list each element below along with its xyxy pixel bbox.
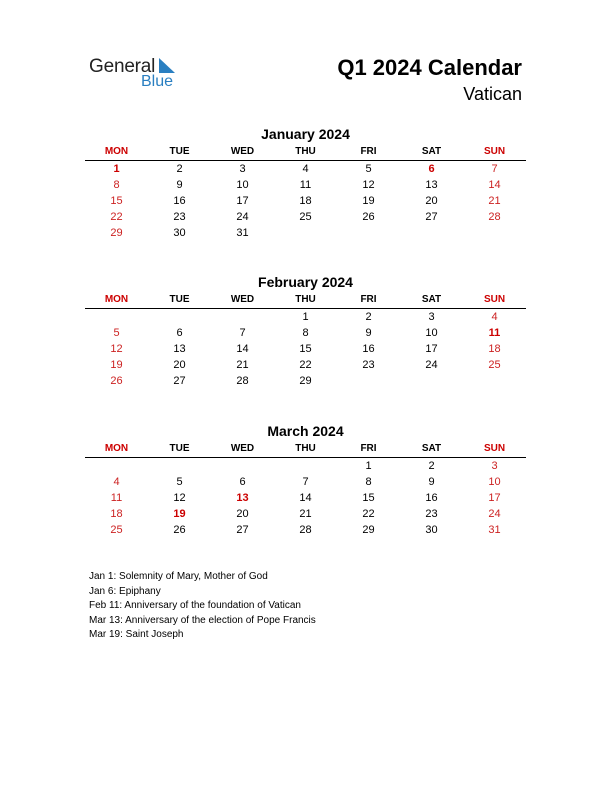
- month-grid: [85, 309, 526, 389]
- weekday-mon: MON: [104, 443, 129, 454]
- day-cell: 7: [239, 327, 246, 339]
- day-cell: 8: [365, 476, 372, 488]
- day-cell: 8: [113, 179, 120, 191]
- day-cell: 6: [239, 476, 246, 488]
- day-cell: 4: [302, 163, 309, 175]
- day-cell: 15: [110, 195, 123, 207]
- day-cell: 26: [110, 375, 123, 387]
- weekday-wed: WED: [230, 443, 255, 454]
- day-cell: 29: [362, 524, 375, 536]
- holiday-item: Mar 13: Anniversary of the election of Pope Francis: [89, 614, 316, 626]
- month-title: January 2024: [261, 126, 350, 142]
- week-row: [85, 193, 526, 209]
- week-row: [85, 177, 526, 193]
- day-cell: 9: [428, 476, 435, 488]
- day-cell: 19: [110, 359, 123, 371]
- weekday-tue: TUE: [169, 443, 190, 454]
- weekday-sat: SAT: [421, 146, 442, 157]
- day-cell: 14: [299, 492, 312, 504]
- holiday-list: [89, 570, 316, 643]
- week-row: [85, 209, 526, 225]
- day-cell: 4: [491, 311, 498, 323]
- day-cell: 5: [113, 327, 120, 339]
- day-cell: 3: [491, 460, 498, 472]
- weekday-sun: SUN: [483, 443, 506, 454]
- day-cell: 3: [239, 163, 246, 175]
- day-cell: 9: [365, 327, 372, 339]
- day-cell: 24: [425, 359, 438, 371]
- day-cell: 29: [110, 227, 123, 239]
- day-cell: 25: [488, 359, 501, 371]
- day-cell: 5: [365, 163, 372, 175]
- day-cell: 25: [299, 211, 312, 223]
- weekday-tue: TUE: [169, 294, 190, 305]
- day-cell: 31: [236, 227, 249, 239]
- logo-text-blue: Blue: [141, 73, 174, 90]
- week-row: [85, 357, 526, 373]
- weekday-header: [85, 440, 526, 458]
- week-row: [85, 225, 526, 241]
- month-grid: [85, 458, 526, 538]
- weekday-thu: THU: [295, 294, 316, 305]
- day-cell: 6: [428, 163, 435, 175]
- page-title: Q1 2024 Calendar: [337, 55, 522, 80]
- day-cell: 5: [176, 476, 183, 488]
- day-cell: 17: [488, 492, 501, 504]
- day-cell: 17: [236, 195, 249, 207]
- day-cell: 22: [110, 211, 123, 223]
- weekday-fri: FRI: [360, 146, 377, 157]
- day-cell: 30: [425, 524, 438, 536]
- week-row: [85, 474, 526, 490]
- day-cell: 7: [302, 476, 309, 488]
- day-cell: 20: [425, 195, 438, 207]
- day-cell: 4: [113, 476, 120, 488]
- holiday-item: Mar 19: Saint Joseph: [89, 629, 184, 640]
- day-cell: 15: [362, 492, 375, 504]
- day-cell: 12: [362, 179, 375, 191]
- week-row: [85, 341, 526, 357]
- day-cell: 29: [299, 375, 312, 387]
- weekday-sat: SAT: [421, 294, 442, 305]
- day-cell: 18: [488, 343, 501, 355]
- day-cell: 6: [176, 327, 183, 339]
- day-cell: 20: [236, 508, 249, 520]
- generalblue-logo: [89, 56, 199, 96]
- day-cell: 20: [173, 359, 186, 371]
- weekday-mon: MON: [104, 146, 129, 157]
- weekday-wed: WED: [230, 146, 255, 157]
- day-cell: 31: [488, 524, 501, 536]
- day-cell: 22: [299, 359, 312, 371]
- day-cell: 26: [362, 211, 375, 223]
- day-cell: 11: [299, 179, 312, 191]
- day-cell: 27: [236, 524, 249, 536]
- weekday-wed: WED: [230, 294, 255, 305]
- day-cell: 30: [173, 227, 186, 239]
- day-cell: 8: [302, 327, 309, 339]
- month-title: February 2024: [258, 274, 353, 290]
- month-title: March 2024: [267, 423, 344, 439]
- page-subtitle: Vatican: [463, 84, 522, 104]
- day-cell: 16: [173, 195, 186, 207]
- weekday-fri: FRI: [360, 294, 377, 305]
- day-cell: 2: [176, 163, 183, 175]
- day-cell: 28: [299, 524, 312, 536]
- month-march: [85, 422, 526, 538]
- day-cell: 27: [425, 211, 438, 223]
- logo-text-general: General: [89, 56, 156, 77]
- day-cell: 14: [236, 343, 249, 355]
- month-january: [85, 125, 526, 241]
- week-row: [85, 325, 526, 341]
- day-cell: 13: [173, 343, 186, 355]
- weekday-thu: THU: [295, 443, 316, 454]
- day-cell: 15: [299, 343, 312, 355]
- holiday-item: Jan 1: Solemnity of Mary, Mother of God: [89, 571, 268, 582]
- day-cell: 22: [362, 508, 375, 520]
- day-cell: 17: [425, 343, 438, 355]
- day-cell: 16: [362, 343, 375, 355]
- week-row: [85, 522, 526, 538]
- day-cell: 19: [173, 508, 186, 520]
- day-cell: 23: [362, 359, 375, 371]
- day-cell: 12: [110, 343, 123, 355]
- day-cell: 21: [236, 359, 249, 371]
- day-cell: 2: [428, 460, 435, 472]
- weekday-thu: THU: [295, 146, 316, 157]
- day-cell: 9: [176, 179, 183, 191]
- day-cell: 14: [488, 179, 501, 191]
- day-cell: 16: [425, 492, 438, 504]
- week-row: [85, 309, 526, 325]
- day-cell: 1: [113, 163, 120, 175]
- holiday-item: Jan 6: Epiphany: [89, 585, 161, 597]
- week-row: [85, 373, 526, 389]
- day-cell: 23: [173, 211, 186, 223]
- day-cell: 28: [236, 375, 249, 387]
- weekday-tue: TUE: [169, 146, 190, 157]
- day-cell: 24: [488, 508, 501, 520]
- logo-triangle-icon: [159, 58, 175, 74]
- week-row: [85, 506, 526, 522]
- day-cell: 11: [110, 492, 123, 504]
- day-cell: 18: [110, 508, 123, 520]
- day-cell: 13: [425, 179, 438, 191]
- day-cell: 12: [173, 492, 186, 504]
- day-cell: 10: [236, 179, 249, 191]
- weekday-sat: SAT: [421, 443, 442, 454]
- day-cell: 24: [236, 211, 249, 223]
- weekday-header: [85, 291, 526, 309]
- day-cell: 28: [488, 211, 501, 223]
- week-row: [85, 458, 526, 474]
- day-cell: 21: [299, 508, 312, 520]
- day-cell: 19: [362, 195, 375, 207]
- weekday-sun: SUN: [483, 146, 506, 157]
- day-cell: 3: [428, 311, 435, 323]
- weekday-fri: FRI: [360, 443, 377, 454]
- day-cell: 13: [236, 492, 249, 504]
- day-cell: 11: [488, 327, 501, 339]
- day-cell: 18: [299, 195, 312, 207]
- day-cell: 1: [365, 460, 372, 472]
- weekday-header: [85, 143, 526, 161]
- day-cell: 25: [110, 524, 123, 536]
- day-cell: 23: [425, 508, 438, 520]
- month-grid: [85, 161, 526, 241]
- week-row: [85, 490, 526, 506]
- day-cell: 27: [173, 375, 186, 387]
- weekday-sun: SUN: [483, 294, 506, 305]
- day-cell: 2: [365, 311, 372, 323]
- day-cell: 21: [488, 195, 501, 207]
- week-row: [85, 161, 526, 177]
- month-february: [85, 273, 526, 389]
- weekday-mon: MON: [104, 294, 129, 305]
- day-cell: 10: [488, 476, 501, 488]
- holiday-item: Feb 11: Anniversary of the foundation of Vatican: [89, 600, 301, 611]
- day-cell: 7: [491, 163, 498, 175]
- day-cell: 26: [173, 524, 186, 536]
- day-cell: 1: [302, 311, 309, 323]
- day-cell: 10: [425, 327, 438, 339]
